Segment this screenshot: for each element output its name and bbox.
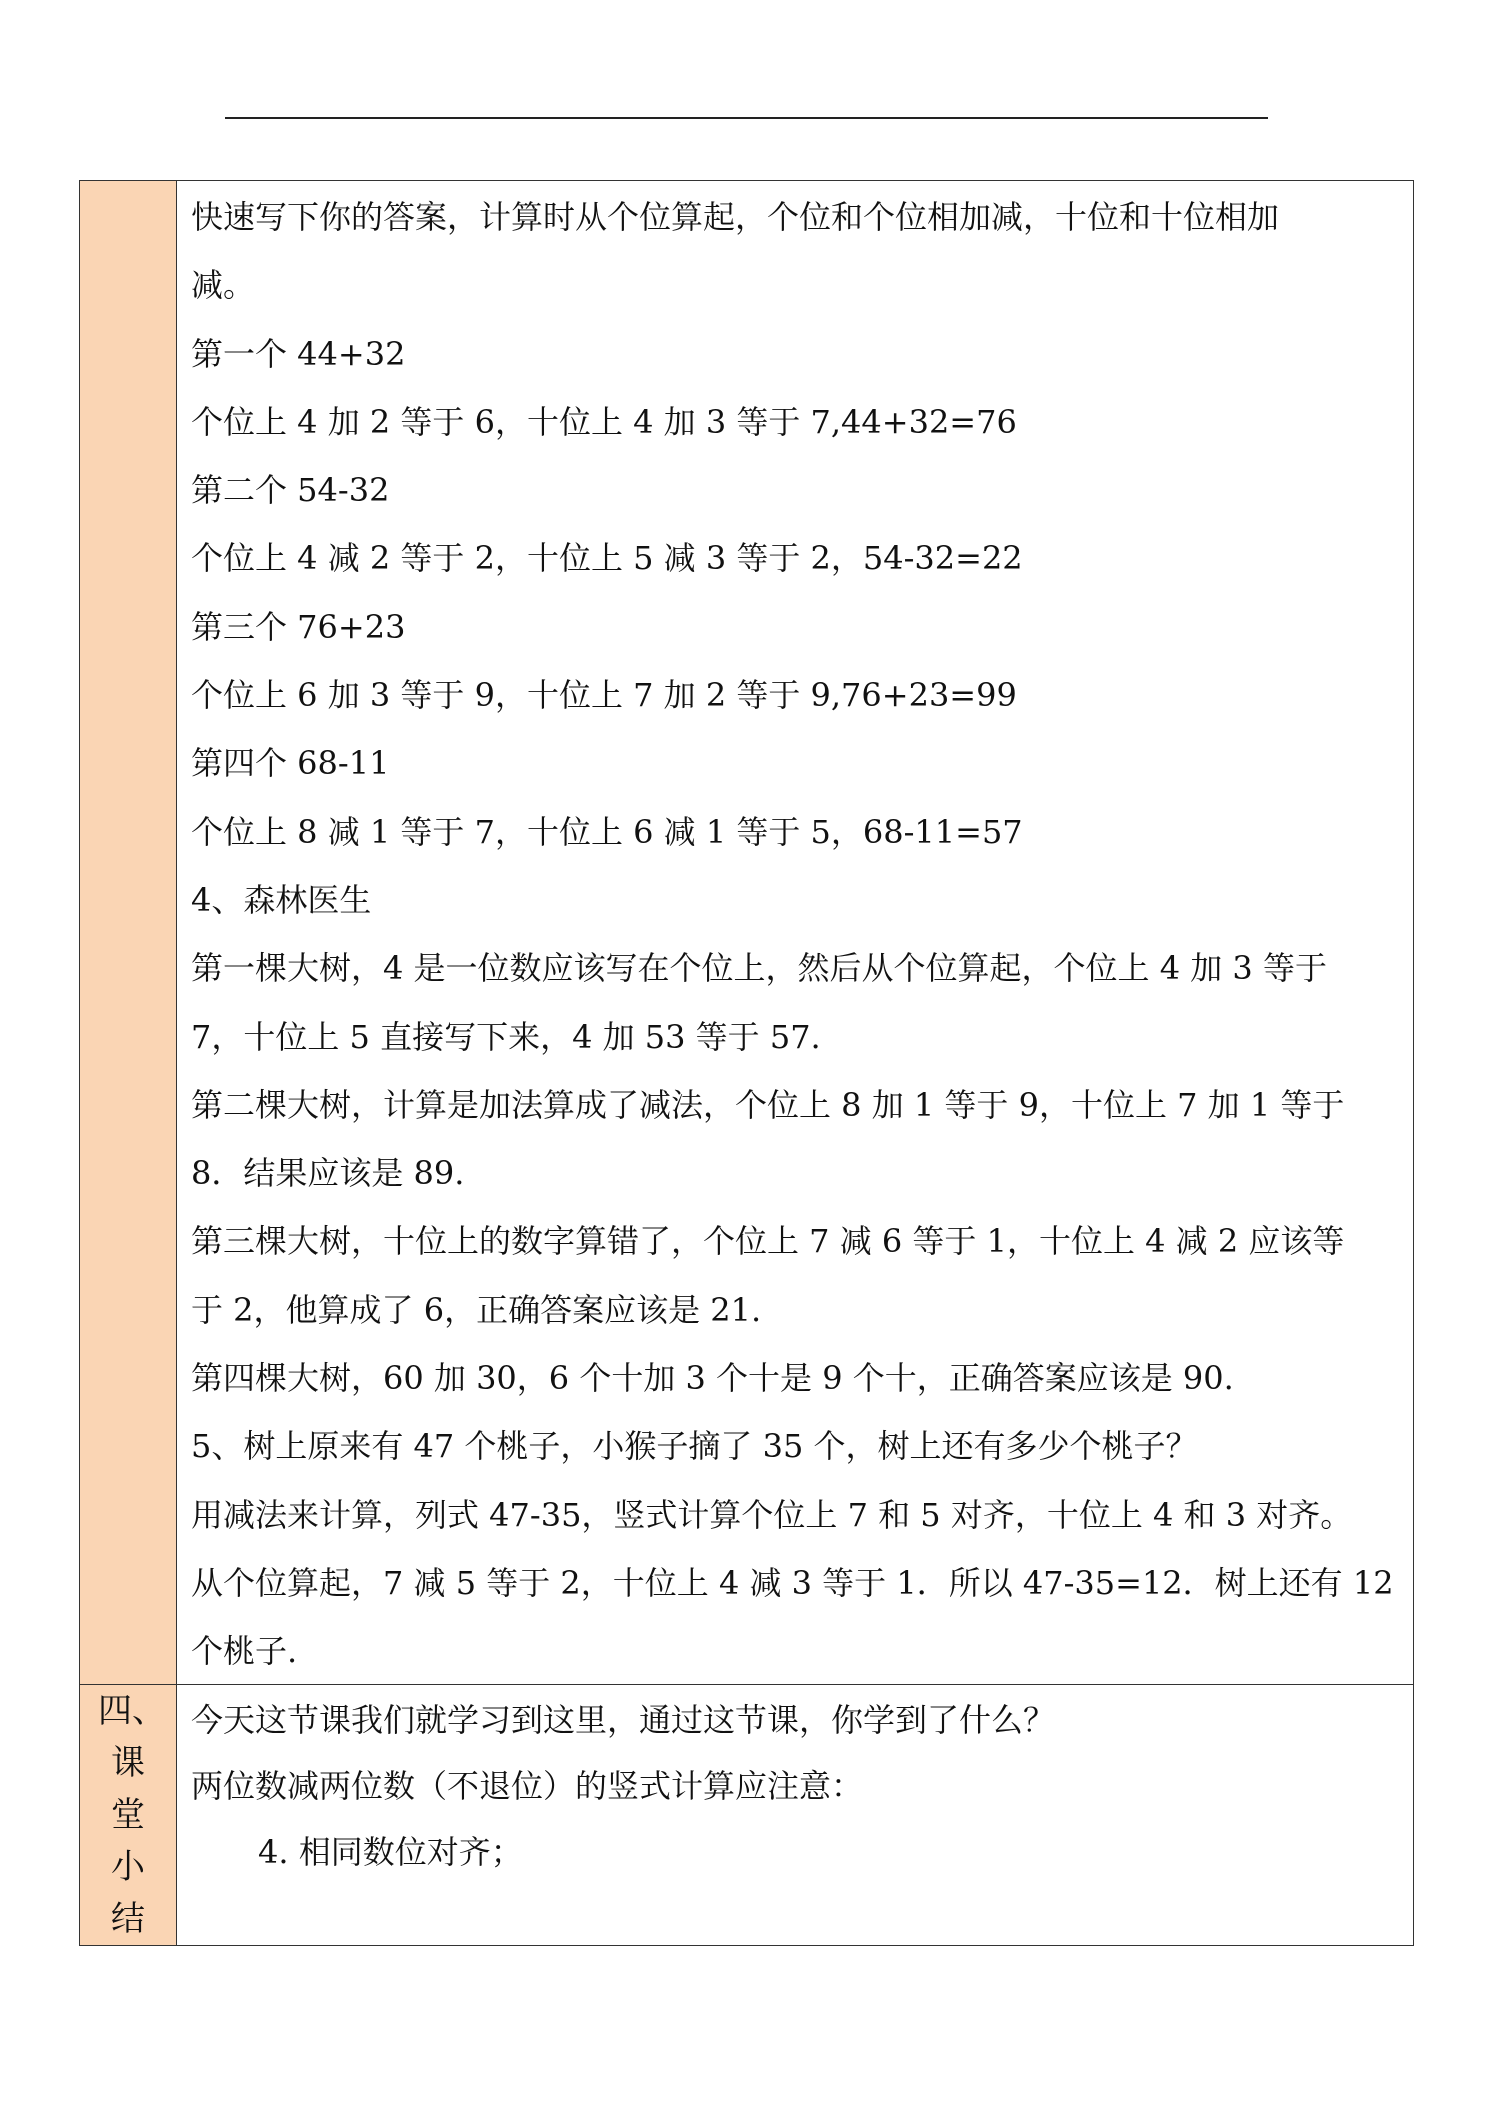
text-line: 4、森林医生 [191, 880, 372, 919]
text-line: 两位数减两位数（不退位）的竖式计算应注意： [191, 1767, 864, 1805]
text-line: 减。 [191, 266, 256, 305]
text-line: 第四棵大树，60 加 30，6 个十加 3 个十是 9 个十，正确答案应该是 90. [191, 1359, 1234, 1398]
row-label: 四、课堂小结 [98, 1691, 166, 1939]
text-line: 第二个 54-32 [191, 471, 390, 510]
row-label-cell [80, 1685, 177, 1945]
row-content-cell [177, 1685, 1413, 1890]
header-rule [225, 117, 1268, 119]
text-line: 从个位算起，7 减 5 等于 2，十位上 4 减 3 等于 1．所以 47-35=12．树上还有 12 [191, 1563, 1394, 1602]
text-line: 个位上 4 加 2 等于 6，十位上 4 加 3 等于 7,44+32=76 [191, 402, 1017, 441]
text-line: 个位上 8 减 1 等于 7，十位上 6 减 1 等于 5，68-11=57 [191, 812, 1023, 851]
row-content-cell [177, 181, 1413, 1684]
text-line: 快速写下你的答案，计算时从个位算起，个位和个位相加减，十位和十位相加 [191, 198, 1280, 236]
row-label-cell [80, 181, 177, 1684]
text-line: 用减法来计算，列式 47-35，竖式计算个位上 7 和 5 对齐，十位上 4 和 3 对齐。 [191, 1495, 1353, 1534]
text-line: 今天这节课我们就学习到这里，通过这节课，你学到了什么？ [191, 1701, 1056, 1739]
text-line: 于 2，他算成了 6，正确答案应该是 21. [191, 1290, 762, 1329]
text-line: 4. 相同数位对齐； [258, 1833, 523, 1871]
text-line: 个位上 4 减 2 等于 2，十位上 5 减 3 等于 2，54-32=22 [191, 539, 1023, 578]
text-line: 7，十位上 5 直接写下来，4 加 53 等于 57. [191, 1017, 821, 1056]
lesson-plan-table [79, 180, 1414, 1946]
text-line: 第三个 76+23 [191, 607, 406, 646]
table-row-practice [80, 181, 1413, 1684]
text-line: 个桃子. [191, 1632, 298, 1671]
table-row-summary [80, 1684, 1413, 1945]
text-line: 个位上 6 加 3 等于 9，十位上 7 加 2 等于 9,76+23=99 [191, 676, 1017, 715]
text-line: 第一个 44+32 [191, 334, 406, 373]
text-line: 第一棵大树，4 是一位数应该写在个位上，然后从个位算起，个位上 4 加 3 等于 [191, 949, 1327, 988]
text-line: 第三棵大树，十位上的数字算错了，个位上 7 减 6 等于 1，十位上 4 减 2 应该等 [191, 1222, 1345, 1261]
text-line: 5、树上原来有 47 个桃子，小猴子摘了 35 个，树上还有多少个桃子？ [191, 1427, 1198, 1466]
text-line: 8．结果应该是 89. [191, 1154, 465, 1193]
text-line: 第二棵大树，计算是加法算成了减法，个位上 8 加 1 等于 9，十位上 7 加 1 等于 [191, 1085, 1345, 1124]
text-line: 第四个 68-11 [191, 744, 390, 783]
